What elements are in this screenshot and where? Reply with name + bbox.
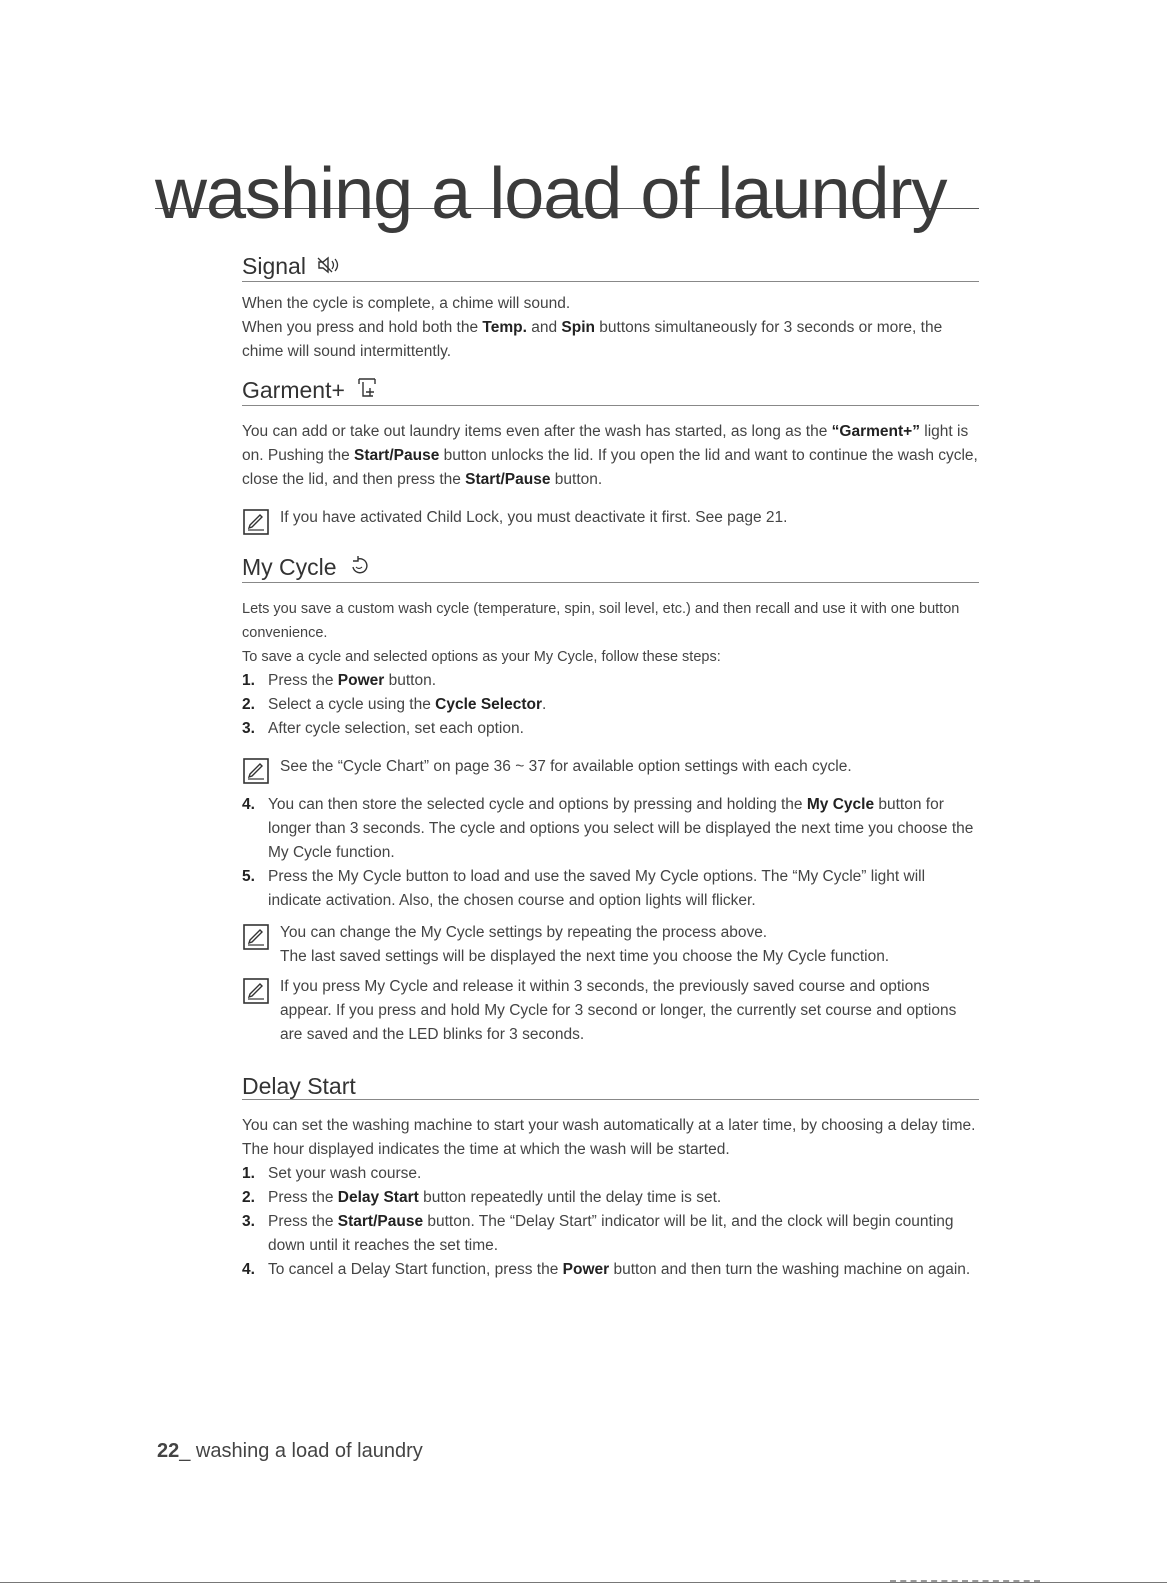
heading-text: My Cycle [242, 554, 337, 580]
page-number: 22 [157, 1440, 180, 1462]
delay-intro-1: You can set the washing machine to start your wash automatically at a later time, by choosing a delay time. [242, 1117, 976, 1134]
garment-note: If you have activated Child Lock, you must deactivate it first. See page 21. [280, 509, 788, 526]
list-item-number: 1. [242, 672, 255, 689]
heading-text: Garment+ [242, 377, 345, 403]
list-item-number: 1. [242, 1165, 255, 1182]
list-item-number: 2. [242, 696, 255, 713]
page-title: washing a load of laundry [155, 154, 947, 234]
list-item [242, 717, 979, 741]
bottom-rule [0, 1582, 1167, 1583]
mycycle-steps-a [242, 669, 979, 741]
mycycle-steps-b [242, 793, 979, 913]
my-cycle-icon [347, 553, 371, 583]
list-item [242, 865, 979, 913]
note-block [242, 921, 979, 969]
list-item-number: 5. [242, 868, 255, 885]
list-item-number: 2. [242, 1189, 255, 1206]
list-item-text: Set your wash course. [268, 1165, 422, 1182]
list-item [242, 1186, 979, 1210]
list-item-number: 4. [242, 1261, 255, 1278]
bottom-dashes [890, 1580, 1040, 1582]
mycycle-note-3: If you press My Cycle and release it within 3 seconds, the previously saved course and options appear. If you press and hold My Cycle for 3 second or longer, the currently set course and options are saved and the LED blinks for 3 seconds. [280, 978, 957, 1043]
bold-term: My Cycle [806, 796, 875, 813]
note-block [242, 755, 979, 779]
speaker-mute-icon [316, 254, 342, 282]
list-item-text: Press the Start/Pause button. The “Delay Start” indicator will be lit, and the clock will begin counting down until it reaches the set time. [268, 1213, 954, 1254]
bold-term: Cycle Selector [435, 696, 542, 713]
list-item-number: 3. [242, 720, 255, 737]
delay-steps [242, 1162, 979, 1282]
list-item-text: Press the Delay Start button repeatedly until the delay time is set. [268, 1189, 722, 1206]
note-icon [242, 977, 270, 1010]
bold-term: Spin [561, 319, 595, 336]
page-title-block [155, 128, 979, 234]
footer-separator: _ [179, 1440, 191, 1462]
mycycle-intro-2: To save a cycle and selected options as your My Cycle, follow these steps: [242, 649, 721, 665]
mycycle-note-2-line-2: The last saved settings will be displayed the next time you choose the My Cycle function. [280, 948, 890, 965]
heading-text: Signal [242, 253, 306, 279]
list-item-text: You can then store the selected cycle and options by pressing and holding the My Cycle button for longer than 3 seconds. The cycle and options you select will be displayed the next time you choose the My Cycle function. [268, 796, 974, 861]
list-item-number: 4. [242, 796, 255, 813]
section-mycycle [242, 553, 979, 1047]
section-garment [242, 376, 979, 530]
mycycle-note-1: See the “Cycle Chart” on page 36 ~ 37 for available option settings with each cycle. [280, 758, 852, 775]
bold-term: “Garment+” [831, 423, 920, 440]
signal-line-1: When the cycle is complete, a chime will sound. [242, 295, 571, 312]
list-item [242, 693, 979, 717]
section-heading-garment [242, 376, 979, 406]
bold-term: Power [337, 672, 385, 689]
footer-text: washing a load of laundry [190, 1440, 423, 1462]
list-item [242, 1162, 979, 1186]
list-item [242, 1210, 979, 1258]
page-footer [157, 1440, 423, 1463]
list-item-text: Select a cycle using the Cycle Selector. [268, 696, 547, 713]
section-heading-signal [242, 252, 979, 282]
section-delay-start [242, 1070, 979, 1282]
delay-intro-2: The hour displayed indicates the time at which the wash will be started. [242, 1141, 730, 1158]
heading-text: Delay Start [242, 1073, 356, 1099]
section-signal [242, 252, 979, 364]
bold-term: Delay Start [337, 1189, 419, 1206]
note-icon [242, 757, 270, 790]
note-icon [242, 508, 270, 541]
list-item [242, 669, 979, 693]
garment-paragraph: You can add or take out laundry items even after the wash has started, as long as the “Garment+” light is on. Pushing the Start/Pause button unlocks the lid. If you open the lid and want to continue the wash cycle, close the lid, and then press the Start/Pause button. [242, 423, 978, 488]
list-item-text: Press the Power button. [268, 672, 437, 689]
mycycle-note-2-line-1: You can change the My Cycle settings by repeating the process above. [280, 924, 768, 941]
note-block [242, 975, 979, 1047]
bold-term: Power [562, 1261, 610, 1278]
garment-plus-icon [355, 376, 379, 406]
bold-term: Start/Pause [465, 471, 551, 488]
list-item [242, 1258, 979, 1282]
bold-term: Start/Pause [354, 447, 440, 464]
list-item [242, 793, 979, 865]
section-heading-delay-start [242, 1070, 979, 1100]
note-icon [242, 923, 270, 956]
bold-term: Temp. [482, 319, 527, 336]
section-heading-mycycle [242, 553, 979, 583]
list-item-number: 3. [242, 1213, 255, 1230]
bold-term: Start/Pause [337, 1213, 424, 1230]
mycycle-intro-1: Lets you save a custom wash cycle (temperature, spin, soil level, etc.) and then recall and use it with one button convenience. [242, 601, 960, 641]
note-block [242, 506, 979, 530]
list-item-text: To cancel a Delay Start function, press the Power button and then turn the washing machine on again. [268, 1261, 971, 1278]
list-item-text: Press the My Cycle button to load and use the saved My Cycle options. The “My Cycle” light will indicate activation. Also, the chosen course and option lights will flicker. [268, 868, 926, 909]
signal-line-2: When you press and hold both the Temp. and Spin buttons simultaneously for 3 seconds or more, the chime will sound intermittently. [242, 319, 943, 360]
list-item-text: After cycle selection, set each option. [268, 720, 524, 737]
